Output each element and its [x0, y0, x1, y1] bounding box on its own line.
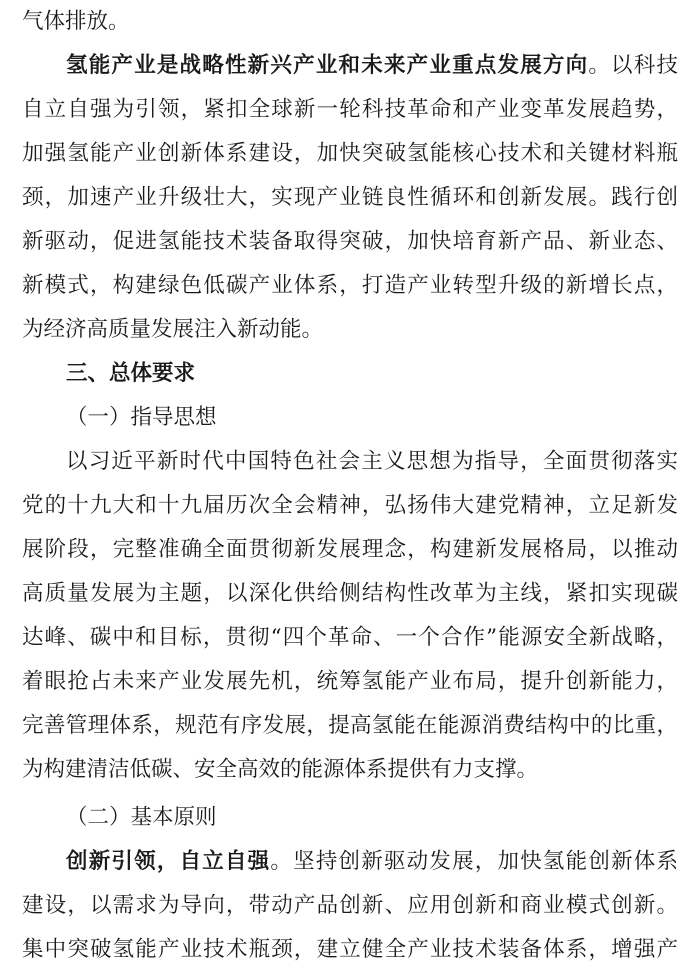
subsection-heading: （一）指导思想	[66, 405, 217, 430]
text-line: 完善管理体系，规范有序发展，提高氢能在能源消费结构中的比重，	[22, 713, 678, 738]
paragraph-line-lead: 以习近平新时代中国特色社会主义思想为指导，全面贯彻落实	[66, 449, 678, 474]
text-line: 新模式，构建绿色低碳产业体系，打造产业转型升级的新增长点，	[22, 273, 678, 298]
text-line: 达峰、碳中和目标，贯彻“四个革命、一个合作”能源安全新战略，	[22, 625, 678, 650]
text-line: 建设，以需求为导向，带动产品创新、应用创新和商业模式创新。	[22, 893, 678, 918]
text-line: 高质量发展为主题，以深化供给侧结构性改革为主线，紧扣实现碳	[22, 581, 678, 606]
section-heading: 三、总体要求	[66, 361, 196, 386]
text-span: 。坚持创新驱动发展，加快氢能创新体系	[270, 849, 678, 874]
bold-principle-title: 创新引领，自立自强	[66, 849, 271, 874]
text-line: 加强氢能产业创新体系建设，加快突破氢能核心技术和关键材料瓶	[22, 141, 678, 166]
text-line: 为构建清洁低碳、安全高效的能源体系提供有力支撑。	[22, 757, 539, 782]
text-line: 颈，加速产业升级壮大，实现产业链良性循环和创新发展。践行创	[22, 185, 678, 210]
text-line: 展阶段，完整准确全面贯彻新发展理念，构建新发展格局，以推动	[22, 537, 678, 562]
text-line: 为经济高质量发展注入新动能。	[22, 317, 324, 342]
text-span: 。以科技	[588, 53, 678, 78]
text-line: 党的十九大和十九届历次全会精神，弘扬伟大建党精神，立足新发	[22, 493, 678, 518]
text-line: 自立自强为引领，紧扣全球新一轮科技革命和产业变革发展趋势，	[22, 97, 678, 122]
text-line: 气体排放。	[22, 9, 130, 34]
paragraph-line-lead	[66, 44, 678, 88]
bold-lead-sentence: 氢能产业是战略性新兴产业和未来产业重点发展方向	[66, 53, 589, 78]
text-line: 着眼抢占未来产业发展先机，统筹氢能产业布局，提升创新能力，	[22, 669, 678, 694]
text-line: 集中突破氢能产业技术瓶颈，建立健全产业技术装备体系，增强产	[22, 937, 678, 962]
text-line: 新驱动，促进氢能技术装备取得突破，加快培育新产品、新业态、	[22, 229, 678, 254]
subsection-heading: （二）基本原则	[66, 805, 217, 830]
paragraph-line-lead	[66, 840, 678, 884]
